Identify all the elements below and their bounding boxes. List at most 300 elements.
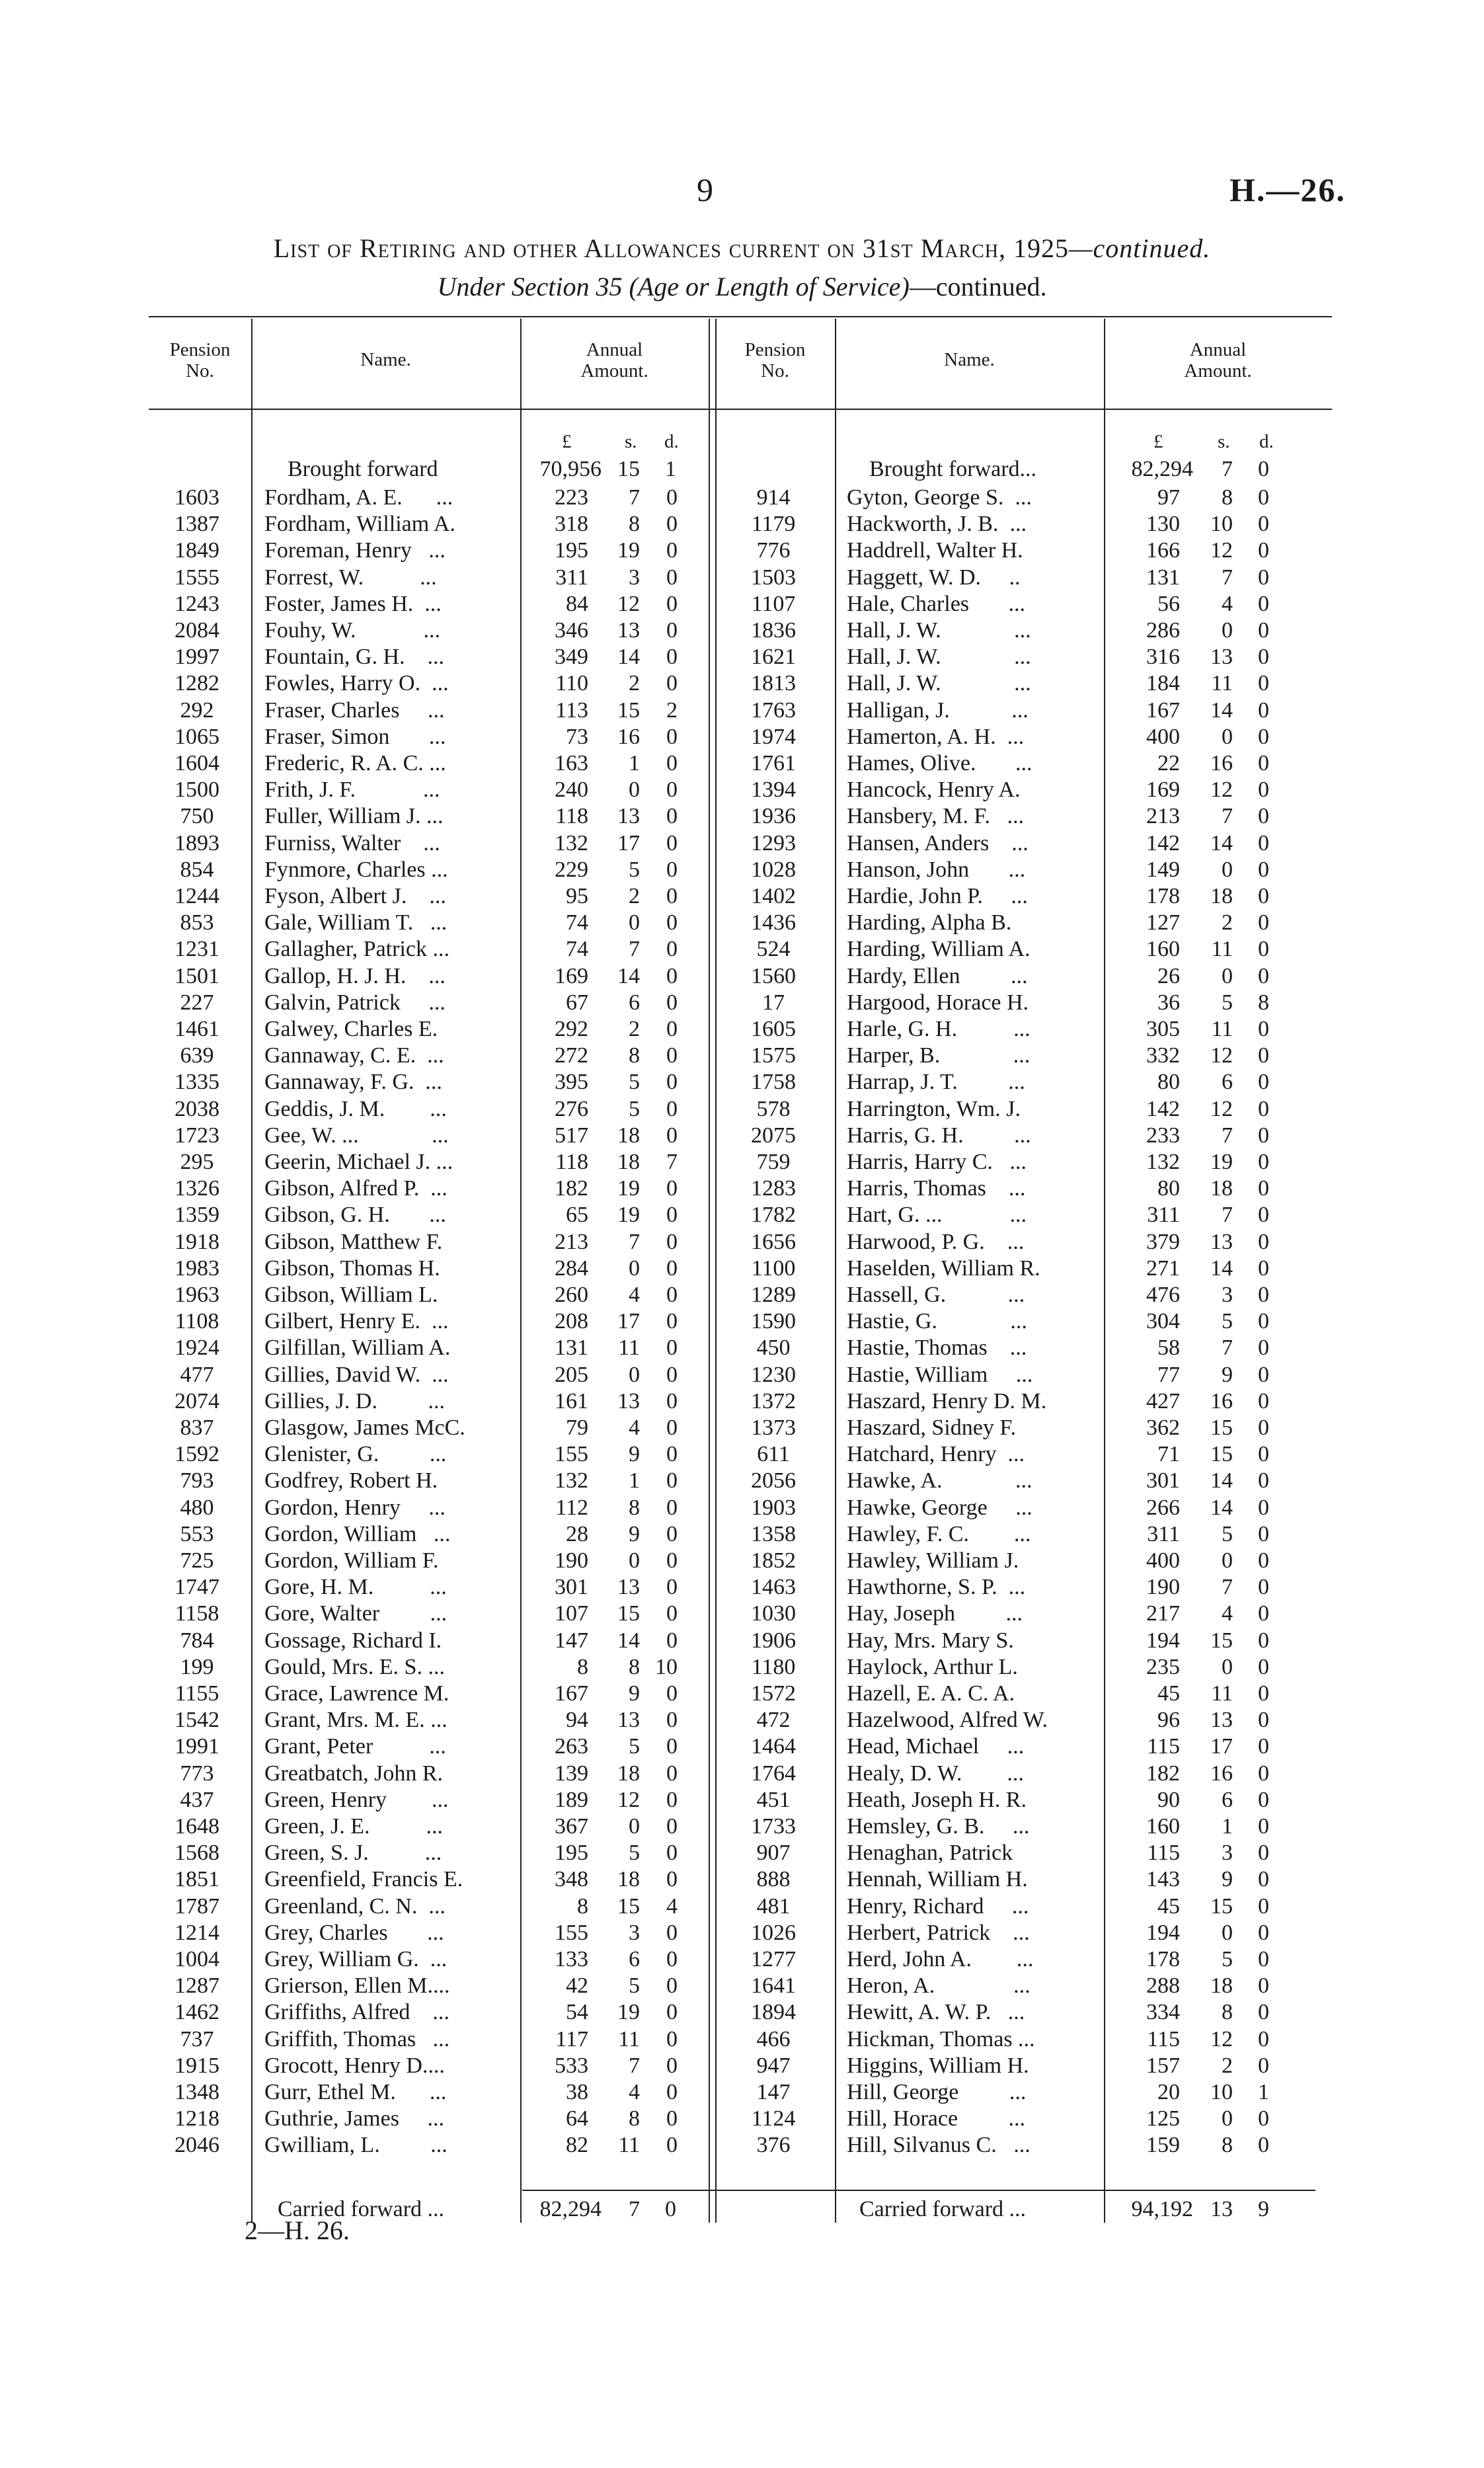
pensioner-name: Hay, Joseph ... <box>847 1601 1023 1626</box>
amount-shillings: 6 <box>629 1947 640 1971</box>
amount-pounds: 79 <box>566 1415 588 1440</box>
amount-pounds: 427 <box>1146 1388 1180 1413</box>
pension-number: 1501 <box>175 963 219 988</box>
amount-shillings: 5 <box>1222 1947 1233 1971</box>
amount-pence: 10 <box>655 1654 678 1679</box>
pension-number: 2084 <box>175 618 219 643</box>
amount-pounds: 96 <box>1157 1708 1180 1733</box>
header-name: Name. <box>360 349 411 370</box>
pension-number: 2046 <box>175 2133 219 2158</box>
amount-pounds: 233 <box>1146 1123 1180 1148</box>
amount-shillings: 7 <box>629 937 640 962</box>
pensioner-name: Gore, Walter ... <box>264 1601 448 1626</box>
pension-number: 1560 <box>751 963 796 988</box>
pensioner-name: Hastie, Thomas ... <box>847 1335 1027 1361</box>
pension-number: 1358 <box>751 1521 796 1546</box>
amount-pounds: 332 <box>1146 1043 1180 1068</box>
pensioner-name: Harris, Harry C. ... <box>847 1150 1027 1174</box>
pension-number: 1107 <box>751 591 796 616</box>
amount-shillings: 13 <box>1210 1229 1233 1254</box>
amount-shillings: 11 <box>1211 937 1233 962</box>
amount-pounds: 362 <box>1146 1415 1180 1440</box>
amount-pence: 0 <box>666 2026 678 2051</box>
amount-shillings: 11 <box>618 1335 640 1361</box>
amount-pence: 0 <box>666 1814 678 1839</box>
amount-pounds: 130 <box>1146 512 1180 537</box>
amount-pence: 0 <box>1258 1841 1269 1866</box>
amount-shillings: 2 <box>629 1017 640 1041</box>
amount-pence: 0 <box>666 1362 678 1387</box>
pension-number: 481 <box>756 1893 791 1919</box>
amount-pence: 0 <box>666 1841 678 1866</box>
amount-shillings: 12 <box>1210 1043 1233 1068</box>
pension-number: 1604 <box>175 751 219 776</box>
table-row <box>0 724 1484 750</box>
amount-pounds: 160 <box>1146 937 1180 962</box>
amount-pence: 0 <box>1258 1814 1269 1839</box>
amount-pounds: 334 <box>1146 2000 1180 2025</box>
amount-pence: 0 <box>666 830 678 856</box>
amount-pounds: 367 <box>555 1814 588 1839</box>
amount-pounds: 131 <box>1146 565 1180 590</box>
amount-pounds: 71 <box>1157 1442 1180 1467</box>
header-pension-no-right: Pension No. <box>744 339 806 381</box>
pension-number: 1348 <box>175 2080 219 2104</box>
amount-shillings: 0 <box>1222 618 1233 643</box>
amount-shillings: 14 <box>1210 830 1233 856</box>
pension-number: 1555 <box>175 565 219 590</box>
amount-pence: 0 <box>1258 591 1269 616</box>
brought-forward-label-right: Brought forward... <box>869 457 1037 481</box>
amount-shillings: 0 <box>1222 2106 1233 2131</box>
amount-pounds: 284 <box>555 1255 588 1281</box>
pensioner-name: Harle, G. H. ... <box>847 1017 1031 1041</box>
table-row <box>0 644 1484 670</box>
pension-number: 1231 <box>175 937 219 962</box>
pension-number: 1787 <box>175 1893 219 1919</box>
pensioner-name: Hansbery, M. F. ... <box>847 804 1024 829</box>
pension-number: 553 <box>180 1521 214 1546</box>
amount-pounds: 348 <box>555 1867 588 1892</box>
table-row <box>0 1707 1484 1733</box>
pension-number: 1155 <box>175 1681 219 1706</box>
amount-pounds: 107 <box>555 1601 588 1626</box>
amount-pence: 0 <box>1258 1867 1269 1892</box>
amount-pence: 0 <box>666 963 678 988</box>
amount-pence: 0 <box>666 565 678 590</box>
amount-pence: 0 <box>666 1734 678 1759</box>
pension-number: 1991 <box>175 1734 219 1759</box>
amount-pounds: 223 <box>555 485 588 510</box>
amount-shillings: 9 <box>629 1442 640 1467</box>
amount-pence: 0 <box>666 2106 678 2131</box>
amount-shillings: 12 <box>1210 1096 1233 1121</box>
pension-number: 1894 <box>751 2000 796 2025</box>
amount-pounds: 73 <box>566 724 588 749</box>
pensioner-name: Harding, William A. <box>847 937 1031 962</box>
amount-pounds: 64 <box>566 2106 588 2131</box>
amount-pence: 0 <box>666 1442 678 1467</box>
pension-number: 888 <box>756 1867 791 1892</box>
pound-sign-right: £ <box>1153 431 1163 452</box>
pensioner-name: Hawthorne, S. P. ... <box>847 1575 1026 1600</box>
amount-pence: 0 <box>1258 1096 1269 1121</box>
pension-number: 1575 <box>751 1043 796 1068</box>
amount-pounds: 301 <box>1146 1468 1180 1493</box>
amount-pence: 0 <box>666 1548 678 1573</box>
amount-pounds: 38 <box>566 2080 588 2104</box>
pensioner-name: Hancock, Henry A. <box>847 777 1021 803</box>
pensioner-name: Gordon, William F. <box>264 1548 439 1573</box>
pensioner-name: Gordon, William ... <box>264 1521 451 1546</box>
pension-number: 1915 <box>175 2053 219 2078</box>
brought-forward-right <box>0 455 1484 484</box>
amount-pounds: 316 <box>1146 645 1180 670</box>
pension-number: 837 <box>180 1415 214 1440</box>
amount-pounds: 190 <box>555 1548 588 1573</box>
amount-pence: 0 <box>666 485 678 510</box>
amount-pence: 0 <box>1258 512 1269 537</box>
amount-pounds: 22 <box>1157 751 1180 776</box>
pension-number: 1924 <box>175 1335 219 1361</box>
table-row <box>0 883 1484 910</box>
amount-pence: 0 <box>666 2080 678 2104</box>
pension-number: 914 <box>756 485 791 510</box>
page-reference: H.—26. <box>1230 171 1346 208</box>
table-row <box>0 1229 1484 1255</box>
amount-pence: 0 <box>1258 2106 1269 2131</box>
pension-number: 1503 <box>751 565 796 590</box>
amount-pounds: 195 <box>555 1841 588 1866</box>
header-annual-amount-right: Annual Amount. <box>1184 339 1252 381</box>
amount-pence: 0 <box>1258 1654 1269 1679</box>
pension-number: 1782 <box>751 1203 796 1228</box>
amount-pounds: 205 <box>555 1362 588 1387</box>
carried-forward-shillings-right: 13 <box>1210 2197 1233 2221</box>
pensioner-name: Herbert, Patrick ... <box>847 1920 1030 1945</box>
carried-forward-pence: 0 <box>665 2197 676 2221</box>
amount-pence: 0 <box>1258 1362 1269 1387</box>
pension-number: 853 <box>180 910 214 935</box>
carried-forward-label-right: Carried forward ... <box>859 2197 1027 2221</box>
table-row <box>0 1813 1484 1840</box>
pension-number: 907 <box>756 1841 791 1866</box>
amount-shillings: 1 <box>629 751 640 776</box>
pensioner-name: Griffith, Thomas ... <box>264 2026 450 2051</box>
amount-pounds: 182 <box>1146 1761 1180 1786</box>
amount-pounds: 533 <box>555 2053 588 2078</box>
pensioner-name: Grant, Mrs. M. E. ... <box>264 1708 448 1733</box>
amount-shillings: 14 <box>617 963 640 988</box>
pensioner-name: Gallop, H. J. H. ... <box>264 963 446 988</box>
pension-number: 1813 <box>751 671 796 696</box>
amount-pounds: 112 <box>555 1495 588 1520</box>
pensioner-name: Fordham, A. E. ... <box>264 485 453 510</box>
amount-pounds: 379 <box>1146 1229 1180 1254</box>
pension-number: 1004 <box>175 1947 219 1971</box>
pensioner-name: Harrington, Wm. J. <box>847 1096 1021 1121</box>
amount-shillings: 13 <box>617 1575 640 1600</box>
table-row <box>0 1548 1484 1574</box>
amount-shillings: 15 <box>1210 1442 1233 1467</box>
amount-pounds: 80 <box>1157 1070 1180 1095</box>
pension-number: 776 <box>756 538 791 563</box>
amount-pence: 0 <box>1258 2133 1269 2158</box>
amount-shillings: 8 <box>629 1043 640 1068</box>
carried-forward-label: Carried forward ... <box>278 2197 445 2221</box>
amount-pounds: 301 <box>555 1575 588 1600</box>
table-row <box>0 617 1484 644</box>
amount-shillings: 0 <box>1222 857 1233 882</box>
amount-pence: 0 <box>666 1575 678 1600</box>
pensioner-name: Greatbatch, John R. <box>264 1761 444 1786</box>
pension-number: 1542 <box>175 1708 219 1733</box>
pension-number: 1243 <box>175 591 219 616</box>
table-row <box>0 485 1484 511</box>
amount-shillings: 3 <box>629 565 640 590</box>
pension-number: 1590 <box>751 1309 796 1334</box>
pension-number: 1028 <box>751 857 796 882</box>
amount-pounds: 266 <box>1146 1495 1180 1520</box>
amount-pounds: 95 <box>566 884 588 908</box>
amount-pence: 0 <box>1258 1468 1269 1493</box>
pension-number: 1621 <box>751 645 796 670</box>
pensioner-name: Halligan, J. ... <box>847 697 1029 723</box>
pension-number: 725 <box>180 1548 214 1573</box>
amount-pence: 0 <box>1258 2000 1269 2025</box>
pensioner-name: Grant, Peter ... <box>264 1734 446 1759</box>
pensioner-name: Gibson, G. H. ... <box>264 1203 446 1228</box>
pensioner-name: Grocott, Henry D.... <box>264 2053 445 2078</box>
amount-pence: 0 <box>666 1787 678 1812</box>
amount-pounds: 346 <box>555 618 588 643</box>
pension-number: 147 <box>756 2080 791 2104</box>
pensioner-name: Hatchard, Henry ... <box>847 1442 1025 1467</box>
table-row <box>0 670 1484 697</box>
amount-pounds: 400 <box>1146 1548 1180 1573</box>
amount-pence: 0 <box>666 538 678 563</box>
amount-shillings: 14 <box>617 645 640 670</box>
table-row <box>0 1202 1484 1228</box>
pensioner-name: Hastie, William ... <box>847 1362 1033 1387</box>
amount-shillings: 16 <box>1210 1388 1233 1413</box>
pension-number: 1462 <box>175 2000 219 2025</box>
amount-shillings: 12 <box>617 591 640 616</box>
table-row <box>0 1601 1484 1627</box>
header-name-right: Name. <box>944 349 995 370</box>
pension-number: 1648 <box>175 1814 219 1839</box>
amount-pounds: 304 <box>1146 1309 1180 1334</box>
pensioner-name: Hanson, John ... <box>847 857 1026 882</box>
amount-shillings: 13 <box>617 1388 640 1413</box>
pensioner-name: Hall, J. W. ... <box>847 671 1031 696</box>
amount-pounds: 8 <box>577 1654 588 1679</box>
pension-number: 793 <box>180 1468 214 1493</box>
amount-shillings: 2 <box>1222 910 1233 935</box>
pension-number: 1572 <box>751 1681 796 1706</box>
pensioner-name: Foreman, Henry ... <box>264 538 446 563</box>
amount-pounds: 163 <box>555 751 588 776</box>
table-row <box>0 990 1484 1016</box>
pensioner-name: Glasgow, James McC. <box>264 1415 465 1440</box>
amount-pounds: 166 <box>1146 538 1180 563</box>
pensioner-name: Gilfillan, William A. <box>264 1335 451 1361</box>
table-row <box>0 1096 1484 1123</box>
pension-number: 1641 <box>751 1973 796 1999</box>
pensioner-name: Hargood, Horace H. <box>847 990 1029 1015</box>
table-row <box>0 1761 1484 1787</box>
amount-pence: 0 <box>666 777 678 803</box>
amount-pence: 0 <box>1258 1043 1269 1068</box>
amount-pence: 0 <box>1258 1495 1269 1520</box>
pension-number: 1763 <box>751 697 796 723</box>
amount-pounds: 155 <box>555 1920 588 1945</box>
pension-number: 1326 <box>175 1176 219 1201</box>
amount-pounds: 235 <box>1146 1654 1180 1679</box>
pensioner-name: Gossage, Richard I. <box>264 1628 442 1653</box>
subtitle-section: Under Section 35 (Age or Length of Service) <box>437 272 910 301</box>
amount-shillings: 7 <box>629 485 640 510</box>
amount-pence: 0 <box>1258 1070 1269 1095</box>
pension-number: 639 <box>180 1043 214 1068</box>
table-row <box>0 1654 1484 1681</box>
amount-pounds: 194 <box>1146 1920 1180 1945</box>
amount-pence: 2 <box>666 697 678 723</box>
pensioner-name: Hansen, Anders ... <box>847 830 1029 856</box>
brought-forward-pence-right: 0 <box>1258 457 1269 481</box>
pensioner-name: Harris, G. H. ... <box>847 1123 1031 1148</box>
subtitle-continued: —continued. <box>909 272 1047 301</box>
amount-pence: 0 <box>1258 884 1269 908</box>
amount-shillings: 5 <box>629 1096 640 1121</box>
amount-shillings: 2 <box>629 884 640 908</box>
pensioner-name: Gillies, J. D. ... <box>264 1388 445 1413</box>
amount-pence: 0 <box>1258 963 1269 988</box>
pension-number: 1461 <box>175 1017 219 1041</box>
pence-sign: d. <box>664 431 679 452</box>
amount-pence: 7 <box>666 1150 678 1174</box>
amount-pence: 0 <box>666 1920 678 1945</box>
amount-shillings: 9 <box>1222 1867 1233 1892</box>
amount-pence: 0 <box>1258 1442 1269 1467</box>
amount-pence: 0 <box>666 2053 678 2078</box>
amount-pounds: 476 <box>1146 1283 1180 1307</box>
amount-shillings: 18 <box>617 1867 640 1892</box>
pensioner-name: Grey, Charles ... <box>264 1920 444 1945</box>
amount-pounds: 143 <box>1146 1867 1180 1892</box>
amount-pence: 0 <box>666 990 678 1015</box>
pension-number: 1030 <box>751 1601 796 1626</box>
amount-shillings: 0 <box>629 1814 640 1839</box>
amount-pounds: 208 <box>555 1309 588 1334</box>
pensioner-name: Gibson, William L. <box>264 1283 438 1307</box>
header-annual-amount: Annual Amount. <box>580 339 648 381</box>
table-row <box>0 1681 1484 1707</box>
pensioner-name: Hale, Charles ... <box>847 591 1026 616</box>
amount-shillings: 18 <box>1210 884 1233 908</box>
pension-number: 1108 <box>175 1309 219 1334</box>
amount-pounds: 125 <box>1146 2106 1180 2131</box>
pensioner-name: Green, Henry ... <box>264 1787 449 1812</box>
table-row <box>0 697 1484 724</box>
pensioner-name: Fountain, G. H. ... <box>264 645 444 670</box>
amount-pounds: 115 <box>1147 1841 1180 1866</box>
amount-shillings: 3 <box>1222 1283 1233 1307</box>
amount-pence: 0 <box>1258 1255 1269 1281</box>
amount-pence: 0 <box>666 1283 678 1307</box>
table-row <box>0 777 1484 803</box>
pensioner-name: Gale, William T. ... <box>264 910 448 935</box>
amount-shillings: 5 <box>1222 1521 1233 1546</box>
pensioner-name: Frederic, R. A. C. ... <box>264 751 446 776</box>
amount-shillings: 5 <box>629 1734 640 1759</box>
pensioner-name: Gannaway, C. E. ... <box>264 1043 444 1068</box>
pensioner-name: Geerin, Michael J. ... <box>264 1150 453 1174</box>
amount-shillings: 12 <box>1210 538 1233 563</box>
pensioner-name: Guthrie, James ... <box>264 2106 444 2131</box>
pension-number: 1936 <box>751 804 796 829</box>
table-row <box>0 963 1484 990</box>
amount-pence: 0 <box>1258 1708 1269 1733</box>
amount-pounds: 271 <box>1146 1255 1180 1281</box>
amount-shillings: 0 <box>1222 724 1233 749</box>
amount-shillings: 7 <box>629 1229 640 1254</box>
amount-pence: 0 <box>1258 1548 1269 1573</box>
pension-number: 1282 <box>175 671 219 696</box>
amount-pence: 0 <box>1258 1415 1269 1440</box>
pensioner-name: Fouhy, W. ... <box>264 618 441 643</box>
pensioner-name: Gibson, Matthew F. <box>264 1229 443 1254</box>
pension-number: 1723 <box>175 1123 219 1148</box>
amount-shillings: 11 <box>1211 1017 1233 1041</box>
pensioner-name: Hastie, G. ... <box>847 1309 1027 1334</box>
amount-shillings: 7 <box>1222 1335 1233 1361</box>
pension-number: 1605 <box>751 1017 796 1041</box>
amount-pounds: 400 <box>1146 724 1180 749</box>
pension-number: 1747 <box>175 1575 219 1600</box>
pension-number: 1852 <box>751 1548 796 1573</box>
table-row <box>0 1973 1484 1999</box>
amount-pounds: 292 <box>555 1017 588 1041</box>
amount-pence: 4 <box>666 1893 678 1919</box>
amount-pounds: 160 <box>1146 1814 1180 1839</box>
amount-pence: 0 <box>666 1203 678 1228</box>
amount-shillings: 14 <box>617 1628 640 1653</box>
pensioner-name: Forrest, W. ... <box>264 565 437 590</box>
amount-shillings: 17 <box>617 1309 640 1334</box>
pension-number: 450 <box>756 1335 791 1361</box>
amount-shillings: 12 <box>1210 2026 1233 2051</box>
amount-shillings: 2 <box>1222 2053 1233 2078</box>
amount-pence: 0 <box>666 1947 678 1971</box>
brought-forward-pounds-right: 82,294 <box>1131 457 1193 481</box>
amount-shillings: 7 <box>1222 1203 1233 1228</box>
pensioner-name: Hill, Silvanus C. ... <box>847 2133 1031 2158</box>
amount-pounds: 272 <box>555 1043 588 1068</box>
table-row <box>0 857 1484 883</box>
amount-shillings: 7 <box>1222 1123 1233 1148</box>
table-row <box>0 565 1484 591</box>
pension-number: 1214 <box>175 1920 219 1945</box>
pension-number: 1761 <box>751 751 796 776</box>
table-row <box>0 1787 1484 1813</box>
amount-pence: 0 <box>1258 1203 1269 1228</box>
pension-number: 1372 <box>751 1388 796 1413</box>
pension-number: 524 <box>756 937 791 962</box>
amount-pence: 0 <box>1258 1893 1269 1919</box>
table-row <box>0 591 1484 617</box>
table-row <box>0 1415 1484 1441</box>
